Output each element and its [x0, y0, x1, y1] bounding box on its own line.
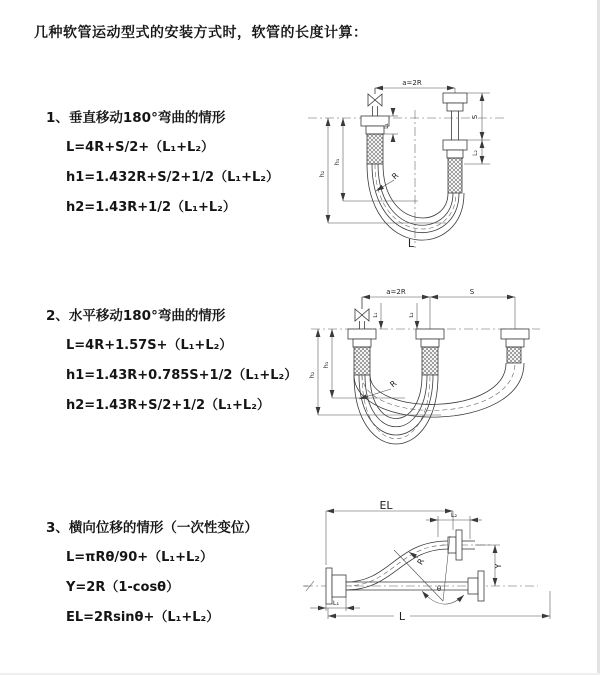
formula-line: h1=1.43R+0.785S+1/2（L₁+L₂）	[66, 368, 298, 383]
diagram-horizontal-180-bend	[305, 283, 550, 463]
section-lateral-displacement	[46, 516, 258, 636]
formula-line: EL=2Rsinθ+（L₁+L₂）	[66, 610, 220, 625]
dim-label-h2: h₂	[318, 170, 326, 178]
dim-label-r: R	[388, 378, 399, 390]
upper-flange	[448, 530, 475, 560]
dimension-l1	[373, 303, 381, 329]
dim-label-y: Y	[494, 563, 503, 569]
section-heading: 1、垂直移动180°弯曲的情形	[46, 110, 226, 126]
dimension-el	[326, 499, 453, 565]
dim-label-l2: L₂	[450, 511, 458, 519]
page-title: 几种软管运动型式的安装方式时，软管的长度计算：	[34, 25, 368, 41]
left-pipe-fitting	[361, 106, 389, 164]
dim-label-l1: L₁	[332, 599, 340, 607]
dim-label-r: R	[415, 557, 427, 567]
dimension-a2r	[375, 79, 455, 93]
radius-leader	[409, 552, 426, 566]
dimension-l1	[383, 108, 398, 142]
middle-pipe-fitting	[416, 329, 444, 375]
dim-label-h2: h₂	[308, 371, 316, 379]
section-heading: 2、水平移动180°弯曲的情形	[46, 308, 226, 324]
dimension-s	[467, 93, 490, 140]
centerlines	[308, 110, 505, 248]
dim-label-l2: L₂	[472, 150, 479, 156]
dim-label-l-total: L	[398, 610, 406, 623]
dim-label-l-total: L	[407, 237, 415, 250]
dimension-l2	[464, 140, 490, 164]
section-heading: 3、横向位移的情形（一次性变位）	[46, 520, 258, 536]
formula-line: h1=1.432R+S/2+1/2（L₁+L₂）	[66, 170, 279, 185]
dim-label-l1: L₁	[383, 123, 390, 129]
dim-label-r: R	[390, 170, 401, 182]
valve-icon	[355, 297, 369, 329]
formula-line: h2=1.43R+S/2+1/2（L₁+L₂）	[66, 398, 270, 413]
section-vertical-180	[46, 106, 279, 226]
diagram-lateral-displacement	[298, 499, 596, 651]
formula-line: L=πRθ/90+（L₁+L₂）	[66, 550, 213, 565]
valve-icon	[368, 88, 382, 106]
dimension-a2r	[362, 288, 430, 297]
formula-line: h2=1.43R+1/2（L₁+L₂）	[66, 200, 236, 215]
dimension-l	[328, 591, 550, 623]
dim-label-el: EL	[379, 499, 393, 512]
hose-s-curve	[346, 541, 448, 590]
dim-label-h1: h₁	[322, 361, 330, 369]
dim-label-a2r: a=2R	[386, 288, 406, 296]
left-pipe-fitting	[348, 329, 376, 375]
dim-label-h1: h₁	[333, 158, 341, 166]
formula-line: L=4R+S/2+（L₁+L₂）	[66, 140, 215, 155]
dim-label-l2: L₂	[409, 312, 415, 318]
dimension-l2	[409, 303, 417, 329]
dim-label-a2r: a=2R	[402, 79, 422, 87]
formula-line: L=4R+1.57S+（L₁+L₂）	[66, 338, 233, 353]
section-horizontal-180	[46, 304, 297, 424]
dimension-s	[430, 288, 515, 329]
dim-label-s: S	[471, 114, 479, 120]
dimension-l2	[426, 511, 482, 539]
right-pipe-fittings	[443, 93, 467, 193]
diagram-vertical-180-bend	[300, 68, 550, 263]
right-pipe-fitting	[501, 329, 529, 363]
dim-label-theta: θ	[436, 585, 442, 593]
dim-label-l1: L₁	[373, 312, 379, 318]
formula-line: Y=2R（1-cosθ）	[66, 580, 180, 595]
dimension-l1	[310, 597, 360, 611]
dim-label-s: S	[469, 288, 475, 296]
